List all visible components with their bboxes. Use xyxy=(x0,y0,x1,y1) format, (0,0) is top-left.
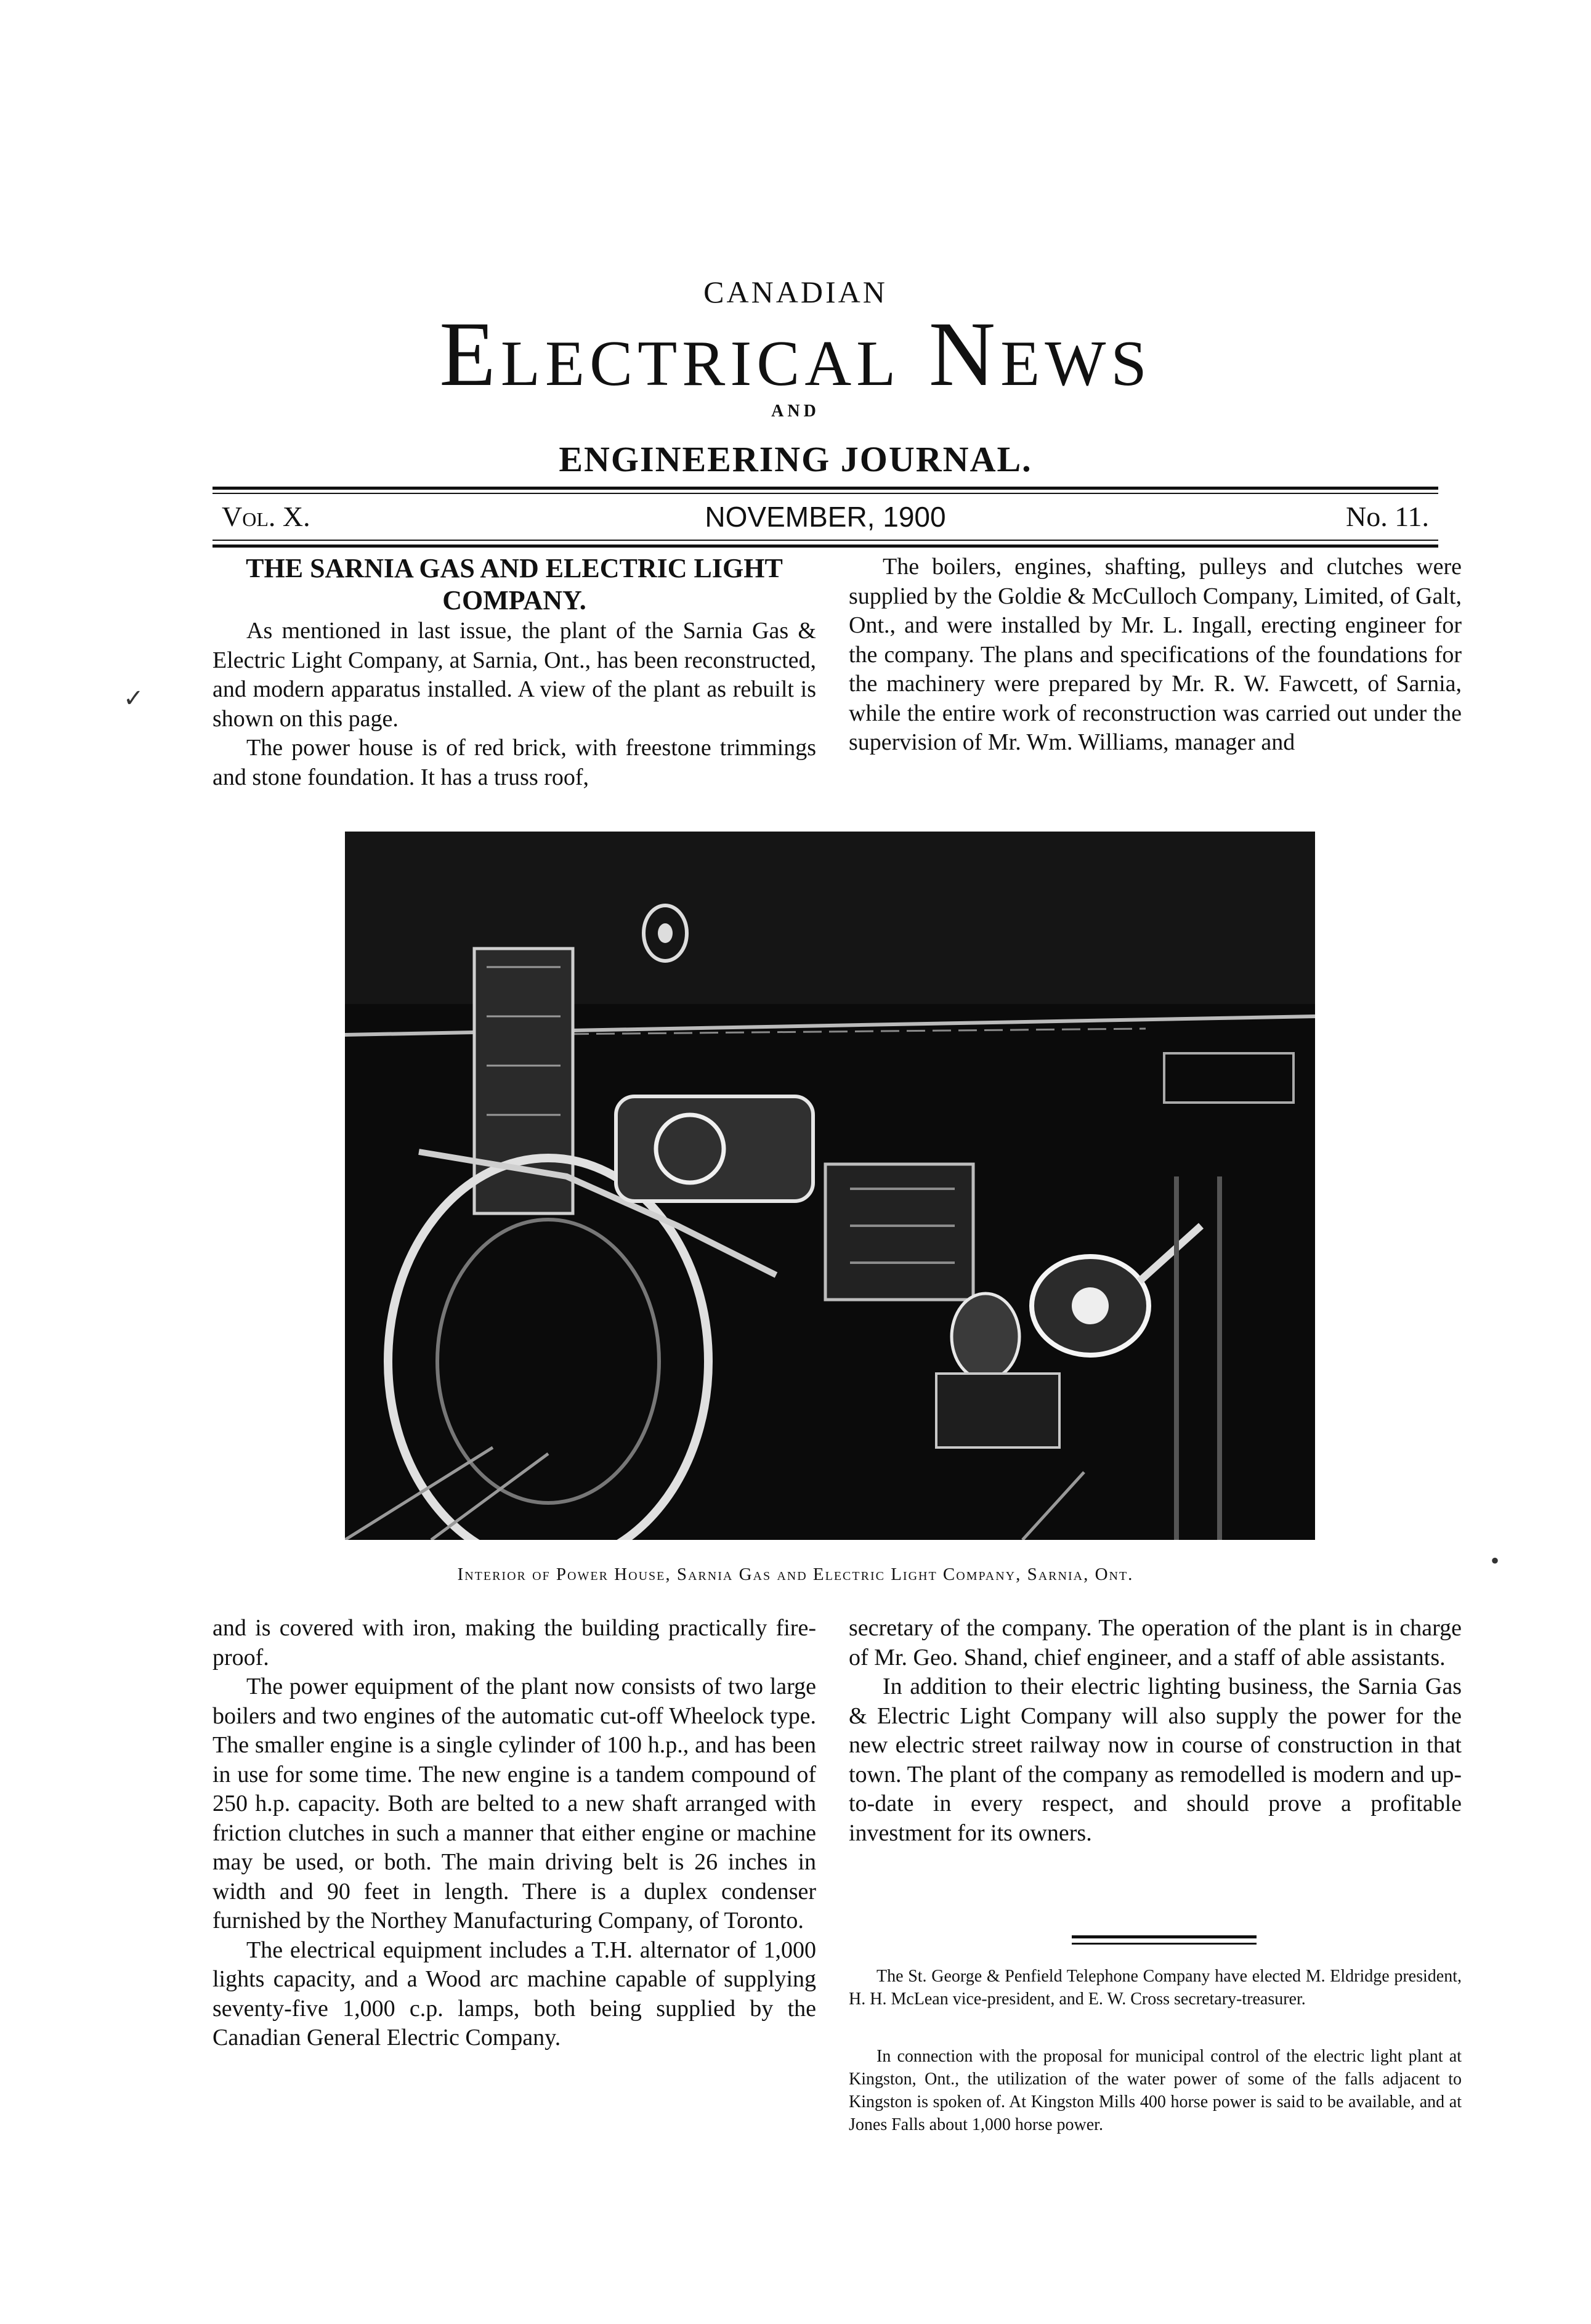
article-paragraph: secretary of the company. The operation of the plant is in charge of Mr. Geo. Shand, chief engineer, and a staff of able assistants. xyxy=(849,1615,1462,1670)
masthead-kicker: CANADIAN xyxy=(703,275,888,309)
issue-number: No. 11. xyxy=(1345,501,1429,532)
issue-rule-bottom xyxy=(213,545,1438,548)
article-paragraph: The power house is of red brick, with freestone trimmings and stone foundation. It has a truss roof, xyxy=(213,735,816,790)
article-paragraph: and is covered with iron, making the building practically fire-proof. xyxy=(213,1615,816,1670)
article-paragraph: In addition to their electric lighting business, the Sarnia Gas & Electric Light Company will also supply the power for the new electric street railway now in course of construction in that town. The plant of the company as remodelled is modern and up-to-date in every respect, and should prove a profitable investment for its owners. xyxy=(849,1674,1462,1846)
note-paragraph: In connection with the proposal for municipal control of the electric light plant at Kingston, Ont., the utilization of the water power of some of the falls adjacent to Kingston is spoken of. At Kingston Mills 400 horse power is said to be available, and at Jones Falls about 1,000 horse power. xyxy=(849,2047,1462,2134)
article-paragraph: The electrical equipment includes a T.H. alternator of 1,000 lights capacity, and a Wood arc machine capable of supplying seventy-five 1,000 c.p. lamps, both being supplied by the Canadian General Electric Company. xyxy=(213,1937,816,2051)
article-top-left-column xyxy=(213,553,816,792)
masthead-rule-top-thin xyxy=(213,493,1438,494)
note-paragraph: The St. George & Penfield Telephone Company have elected M. Eldridge president, H. H. McLean vice-president, and E. W. Cross secretary-treasurer. xyxy=(849,1967,1462,2009)
masthead-title: Electrical News xyxy=(439,303,1152,405)
article-bottom-right-column xyxy=(849,1614,1462,1848)
margin-mark: • xyxy=(1491,1547,1500,1574)
power-house-photograph xyxy=(345,832,1315,1540)
article-title: THE SARNIA GAS AND ELECTRIC LIGHT COMPANY. xyxy=(246,553,783,615)
volume-label: Vol. X. xyxy=(222,501,310,532)
article-top-right-column xyxy=(849,553,1462,758)
notes-rule-top xyxy=(1072,1935,1257,1938)
masthead-and: AND xyxy=(771,402,820,421)
notes-rule-bottom xyxy=(1072,1943,1257,1945)
news-note xyxy=(849,1965,1462,2010)
article-bottom-left-column xyxy=(213,1614,816,2053)
news-note xyxy=(849,2045,1462,2136)
article-paragraph: The boilers, engines, shafting, pulleys and clutches were supplied by the Goldie & McCulloch Company, Limited, of Galt, Ont., and were installed by Mr. L. Ingall, erecting engineer for the company. The plans and specifications of the foundations for the machinery were prepared by Mr. R. W. Fawcett, of Sarnia, while the entire work of reconstruction was carried out under the supervision of Mr. Wm. Williams, manager and xyxy=(849,554,1462,755)
article-paragraph: The power equipment of the plant now consists of two large boilers and two engines of the automatic cut-off Wheelock type. The smaller engine is a single cylinder of 100 h.p., and has been in use for some time. The new engine is a tandem compound of 250 h.p. capacity. Both are belted to a new shaft arranged with friction clutches in such a manner that either engine or machine may be used, or both. The main driving belt is 26 inches in width and 90 feet in length. There is a duplex condenser furnished by the Northey Manufacturing Company, of Toronto. xyxy=(213,1674,816,1933)
issue-rule-thin xyxy=(213,540,1438,541)
masthead-rule-top xyxy=(213,487,1438,490)
photo-caption: Interior of Power House, Sarnia Gas and Electric Light Company, Sarnia, Ont. xyxy=(457,1565,1134,1584)
article-paragraph: As mentioned in last issue, the plant of the Sarnia Gas & Electric Light Company, at Sarnia, Ont., has been reconstructed, and modern apparatus installed. A view of the plant as rebuilt is shown on this page. xyxy=(213,618,816,732)
masthead-subtitle: ENGINEERING JOURNAL. xyxy=(559,439,1032,479)
power-house-illustration xyxy=(345,832,1315,1540)
issue-date: NOVEMBER, 1900 xyxy=(705,501,946,533)
margin-mark: ✓ xyxy=(123,684,144,712)
issue-line xyxy=(222,500,1429,543)
